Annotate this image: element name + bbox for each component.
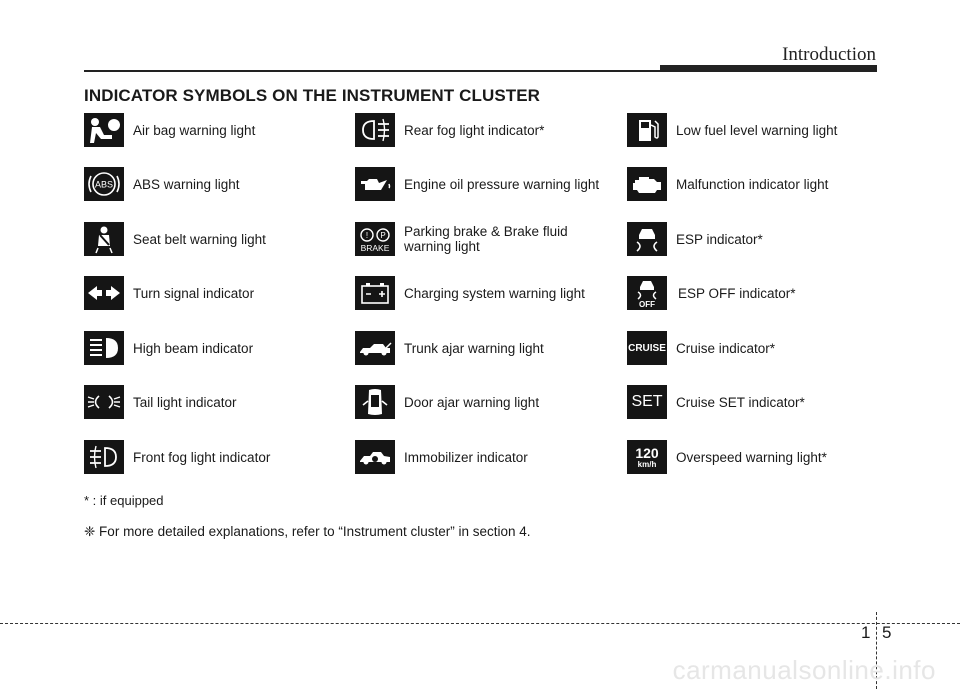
indicator-label: Charging system warning light	[404, 285, 585, 301]
indicator-item	[84, 331, 253, 365]
indicator-label: Malfunction indicator light	[676, 176, 829, 192]
indicator-label: Seat belt warning light	[133, 231, 266, 247]
indicator-label: Cruise indicator*	[676, 340, 776, 356]
header-rule-thick	[660, 65, 877, 72]
indicator-item	[84, 113, 255, 147]
rear-fog-icon	[355, 113, 395, 147]
indicator-item	[84, 385, 237, 419]
overspeed-icon	[627, 440, 667, 474]
indicator-label: Low fuel level warning light	[676, 122, 838, 138]
indicator-item	[627, 331, 775, 365]
esp-off-icon-text: OFF	[639, 299, 655, 309]
indicator-label-line2: warning light	[404, 239, 480, 254]
svg-text:!: !	[365, 230, 369, 240]
indicator-item	[84, 440, 270, 474]
indicator-label-line1: Parking brake & Brake fluid	[404, 224, 568, 239]
abs-icon	[84, 167, 124, 201]
indicator-label: Rear fog light indicator*	[404, 122, 545, 138]
reference-note: ❈ For more detailed explanations, refer to “Instrument cluster” in section 4.	[84, 524, 531, 539]
overspeed-icon-subtext: km/h	[637, 459, 657, 469]
indicator-label: ABS warning light	[133, 176, 240, 192]
indicator-item	[627, 440, 827, 474]
indicator-item	[84, 222, 266, 256]
cruise-set-icon-text: SET	[631, 393, 663, 410]
chapter-number: 1	[861, 623, 871, 642]
indicator-item	[627, 222, 763, 256]
indicator-label: Turn signal indicator	[133, 285, 255, 301]
watermark: carmanualsonline.info	[672, 655, 936, 685]
indicator-item	[355, 276, 585, 310]
brake-icon-text: BRAKE	[360, 242, 390, 253]
indicator-item	[627, 167, 828, 201]
front-fog-icon	[84, 440, 124, 474]
indicator-label: ESP indicator*	[676, 231, 763, 247]
page-heading: INDICATOR SYMBOLS ON THE INSTRUMENT CLUSTER	[84, 86, 541, 105]
cruise-icon	[627, 331, 667, 365]
svg-text:P: P	[380, 230, 386, 240]
indicator-item	[355, 222, 568, 256]
page-number: 5	[882, 623, 892, 642]
high-beam-icon	[84, 331, 124, 365]
battery-icon	[355, 276, 395, 310]
indicator-label: Immobilizer indicator	[404, 449, 528, 465]
indicator-label	[404, 224, 568, 254]
indicator-item	[627, 385, 805, 419]
indicator-item	[355, 440, 528, 474]
indicator-label: Tail light indicator	[133, 394, 237, 410]
esp-icon	[627, 222, 667, 256]
indicator-label: Front fog light indicator	[133, 449, 271, 465]
airbag-icon	[84, 113, 124, 147]
section-title: Introduction	[782, 44, 876, 65]
overspeed-icon-text: 120	[635, 444, 659, 461]
abs-icon-text: ABS	[94, 179, 114, 190]
seat-belt-icon	[84, 222, 124, 256]
indicator-item	[355, 385, 539, 419]
footnote: * : if equipped	[84, 493, 164, 508]
indicator-label: Engine oil pressure warning light	[404, 176, 600, 192]
indicator-label: Air bag warning light	[133, 122, 256, 138]
cruise-icon-text: CRUISE	[628, 342, 666, 354]
low-fuel-icon	[627, 113, 667, 147]
indicator-item	[355, 167, 599, 201]
header-rule	[84, 70, 660, 72]
cruise-set-icon	[627, 385, 667, 419]
indicator-label: Cruise SET indicator*	[676, 394, 805, 410]
trunk-ajar-icon	[355, 331, 395, 365]
immobilizer-icon	[355, 440, 395, 474]
indicator-item	[84, 167, 240, 201]
indicator-label: ESP OFF indicator*	[678, 285, 796, 301]
door-ajar-icon	[355, 385, 395, 419]
tail-light-icon	[84, 385, 124, 419]
indicator-item	[355, 331, 544, 365]
brake-icon	[355, 222, 395, 256]
footer-rule	[0, 623, 960, 624]
malfunction-icon	[627, 167, 667, 201]
indicator-label: Door ajar warning light	[404, 394, 540, 410]
indicator-item	[355, 113, 544, 147]
turn-signal-icon	[84, 276, 124, 310]
indicator-label: Trunk ajar warning light	[404, 340, 544, 356]
oil-pressure-icon	[355, 167, 395, 201]
indicator-item	[627, 113, 837, 147]
indicator-label: Overspeed warning light*	[676, 449, 827, 465]
esp-off-icon	[627, 276, 667, 310]
indicator-item	[627, 276, 796, 310]
indicator-item	[84, 276, 254, 310]
indicator-label: High beam indicator	[133, 340, 254, 356]
